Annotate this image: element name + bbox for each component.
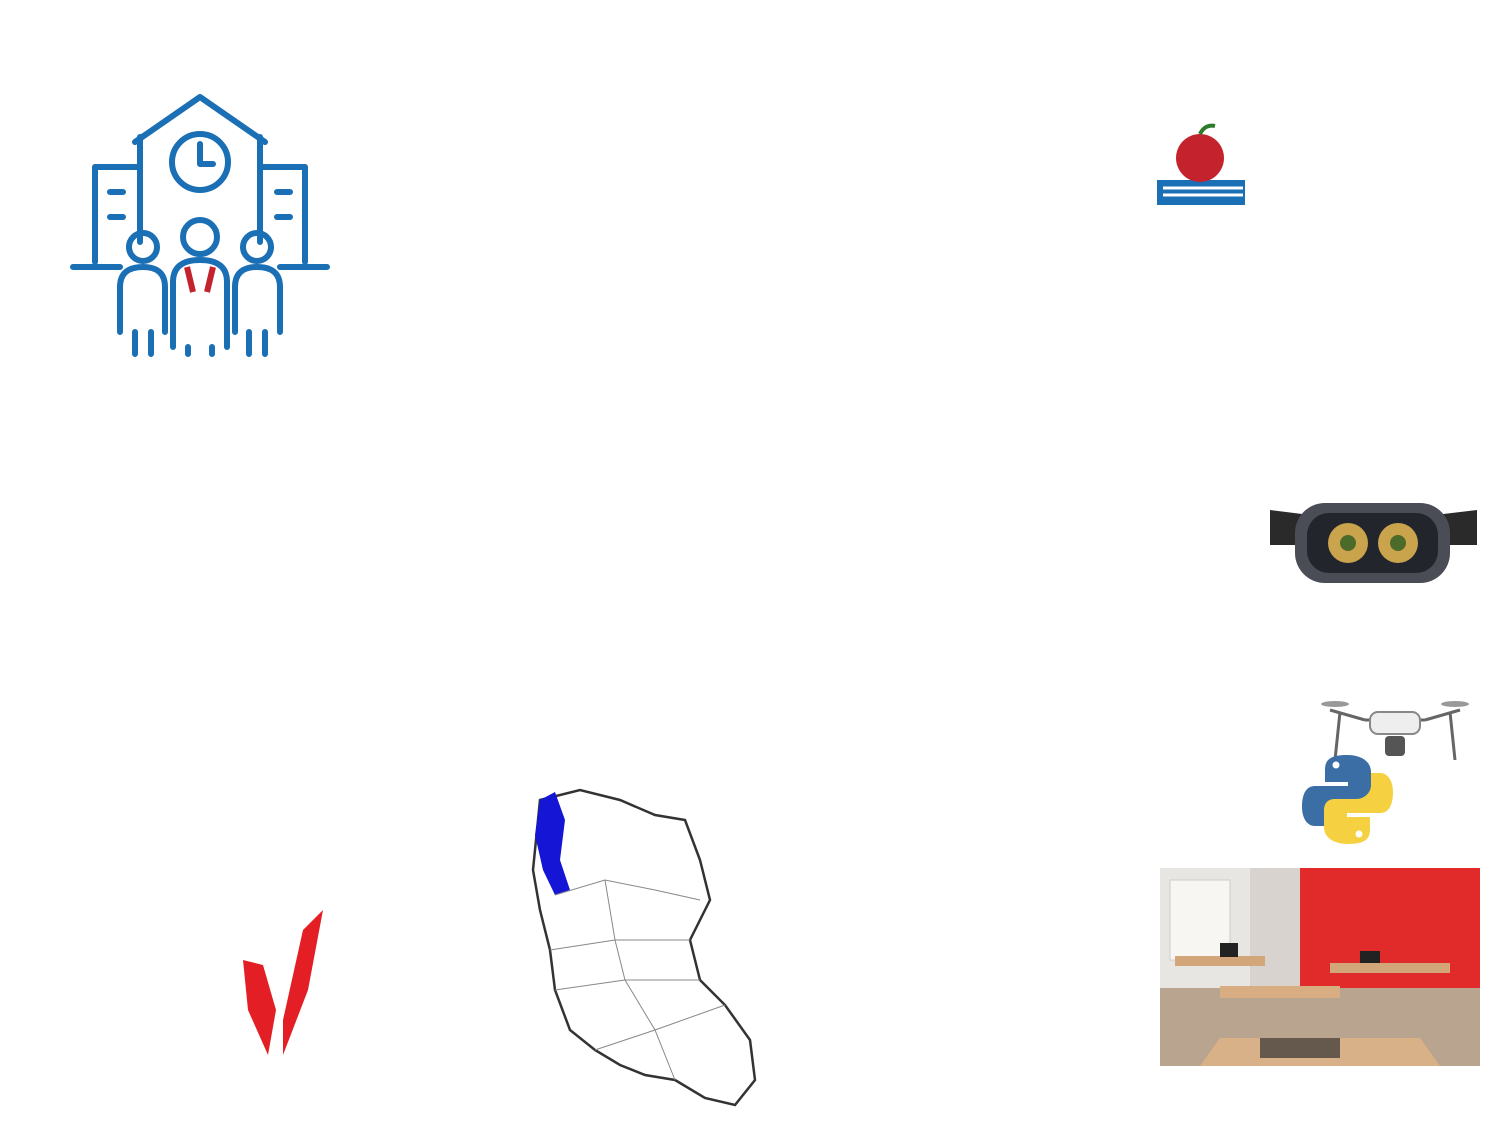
national-projects-logo — [1155, 120, 1485, 220]
tochka-rosta-logo — [28, 910, 528, 1070]
tochka-rosta-emblem — [238, 910, 333, 1060]
vr-headset-image — [1265, 495, 1480, 590]
python-logo-icon — [1300, 752, 1395, 847]
apple-book-icon — [1155, 120, 1247, 212]
classroom-photo — [1160, 868, 1480, 1066]
pskov-region-map — [525, 780, 770, 1110]
school-icon — [65, 92, 335, 357]
